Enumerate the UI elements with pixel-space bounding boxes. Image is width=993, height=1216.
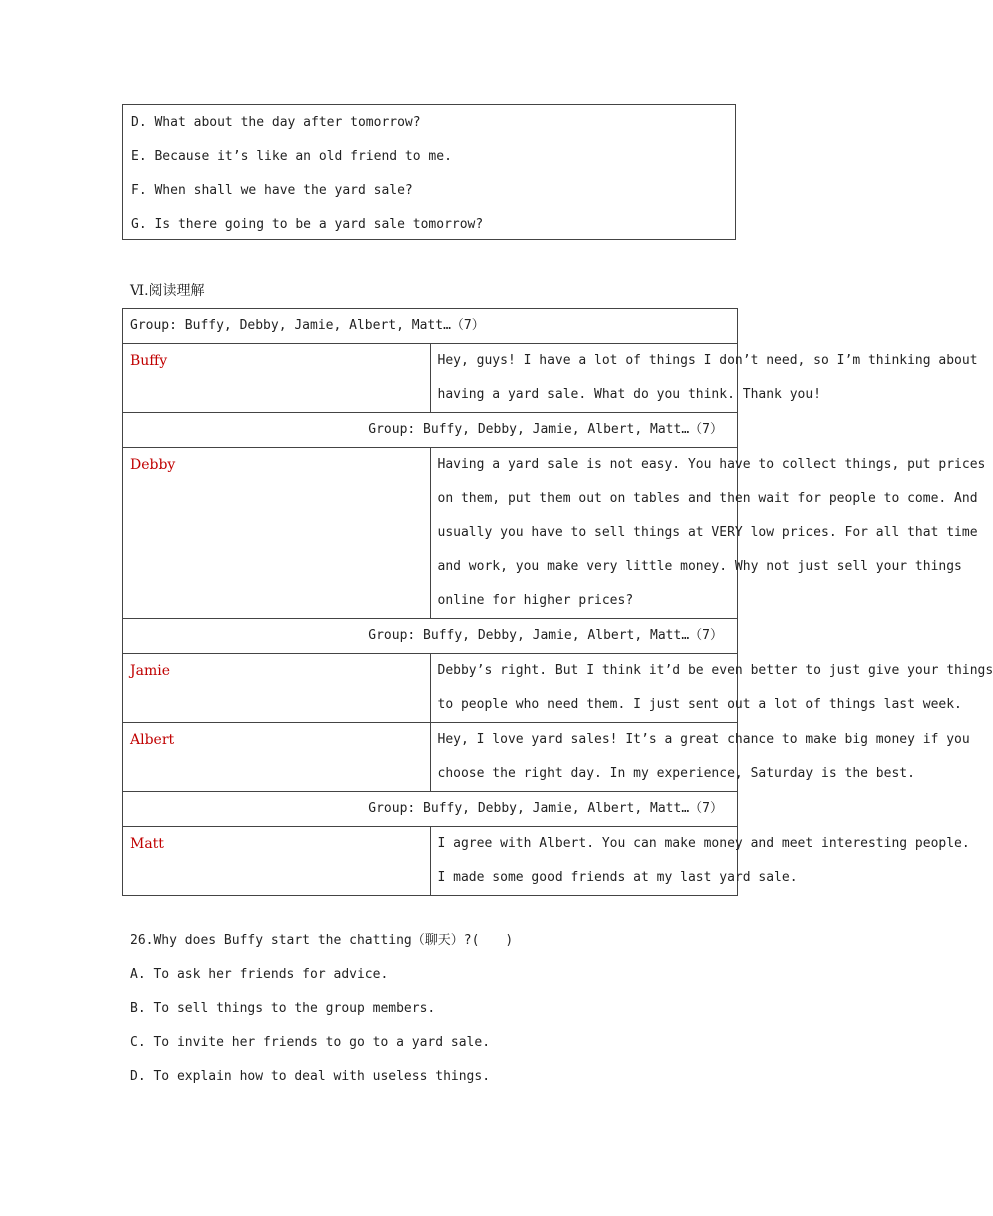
message-line: Hey, guys! I have a lot of things I don’t need, so I’m thinking about	[437, 353, 978, 368]
message-line: having a yard sale. What do you think. Thank you!	[437, 387, 822, 402]
group-header: Group: Buffy, Debby, Jamie, Albert, Matt…（7）	[123, 792, 738, 827]
group-header-row	[123, 309, 738, 344]
options-box	[122, 104, 736, 240]
option-g: G. Is there going to be a yard sale tomorrow?	[131, 217, 484, 232]
option-d: D. What about the day after tomorrow?	[131, 115, 421, 130]
message-text	[430, 827, 970, 896]
message-line: choose the right day. In my experience, Saturday is the best.	[437, 766, 915, 781]
choice-d: D. To explain how to deal with useless things.	[130, 1069, 491, 1084]
message-line: usually you have to sell things at VERY low prices. For all that time	[437, 525, 978, 540]
message-line: online for higher prices?	[437, 593, 634, 608]
chat-table	[122, 308, 993, 896]
choice-b: B. To sell things to the group members.	[130, 1001, 436, 1016]
group-header-row	[123, 792, 738, 827]
sender-name: Albert	[123, 723, 431, 792]
message-row-jamie	[123, 654, 738, 723]
message-text	[430, 723, 970, 792]
sender-name: Debby	[123, 448, 431, 619]
group-header: Group: Buffy, Debby, Jamie, Albert, Matt…（7）	[123, 413, 738, 448]
message-line: Hey, I love yard sales! It’s a great chance to make big money if you	[437, 732, 970, 747]
message-text	[430, 344, 978, 413]
message-line: and work, you make very little money. Why not just sell your things	[437, 559, 962, 574]
message-text	[430, 448, 986, 619]
choice-a: A. To ask her friends for advice.	[130, 967, 389, 982]
option-e: E. Because it’s like an old friend to me.	[131, 149, 452, 164]
message-line: I made some good friends at my last yard sale.	[437, 870, 798, 885]
message-line: to people who need them. I just sent out a lot of things last week.	[437, 697, 962, 712]
choice-c: C. To invite her friends to go to a yard sale.	[130, 1035, 491, 1050]
message-line: Having a yard sale is not easy. You have to collect things, put prices	[437, 457, 986, 472]
group-header-row	[123, 413, 738, 448]
sender-name: Matt	[123, 827, 431, 896]
group-header: Group: Buffy, Debby, Jamie, Albert, Matt…（7）	[123, 309, 738, 344]
section-title: Ⅵ.阅读理解	[130, 283, 205, 299]
message-text	[430, 654, 993, 723]
message-row-debby	[123, 448, 738, 619]
question-stem: 26.Why does Buffy start the chatting（聊天）?( )	[130, 933, 514, 948]
message-row-albert	[123, 723, 738, 792]
message-line: on them, put them out on tables and then wait for people to come. And	[437, 491, 978, 506]
sender-name: Buffy	[123, 344, 431, 413]
message-row-matt	[123, 827, 738, 896]
group-header: Group: Buffy, Debby, Jamie, Albert, Matt…（7）	[123, 619, 738, 654]
sender-name: Jamie	[123, 654, 431, 723]
message-line: I agree with Albert. You can make money and meet interesting people.	[437, 836, 970, 851]
group-header-row	[123, 619, 738, 654]
message-row-buffy	[123, 344, 738, 413]
option-f: F. When shall we have the yard sale?	[131, 183, 413, 198]
message-line: Debby’s right. But I think it’d be even better to just give your things	[437, 663, 993, 678]
